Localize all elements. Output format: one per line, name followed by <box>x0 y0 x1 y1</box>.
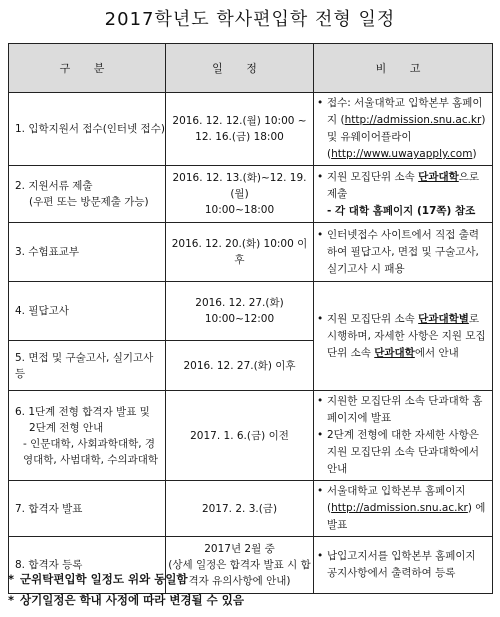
table-header-row <box>9 44 493 93</box>
category-cell: 2. 지원서류 제출 (우편 또는 방문제출 가능) <box>9 166 166 223</box>
remarks-cell: • 납입고지서를 입학본부 홈페이지 공지사항에서 출력하여 등록 <box>314 537 493 594</box>
schedule-cell: 2016. 12. 27.(화) 10:00~12:00 <box>166 282 314 341</box>
schedule-table <box>8 43 493 594</box>
uway-link[interactable]: http://www.uwayapply.com <box>331 148 473 160</box>
schedule-cell: 2016. 12. 12.(월) 10:00 ~ 12. 16.(금) 18:00 <box>166 93 314 166</box>
schedule-cell: 2017년 2월 중 (상세 일정은 합격자 발표 시 합격자 유의사항에 안내) <box>166 537 314 594</box>
admission-link[interactable]: http://admission.snu.ac.kr <box>331 502 468 514</box>
admission-link[interactable]: http://admission.snu.ac.kr <box>344 114 482 126</box>
category-cell: 5. 면접 및 구술고사, 실기고사 등 <box>9 341 166 391</box>
category-cell: 8. 합격자 등록 <box>9 537 166 594</box>
schedule-cell: 2017. 1. 6.(금) 이전 <box>166 391 314 481</box>
remarks-cell: • 인터넷접수 사이트에서 직접 출력하여 필답고사, 면접 및 구술고사, 실기고사 시 패용 <box>314 223 493 282</box>
schedule-cell: 2017. 2. 3.(금) <box>166 481 314 537</box>
schedule-cell: 2016. 12. 20.(화) 10:00 이후 <box>166 223 314 282</box>
header-category: 구 분 <box>9 44 166 93</box>
schedule-cell: 2016. 12. 27.(화) 이후 <box>166 341 314 391</box>
remarks-cell: • 지원한 모집단위 소속 단과대학 홈페이지에 발표 • 2단계 전형에 대한 자세한 사항은 지원 모집단위 소속 단과대학에서 안내 <box>314 391 493 481</box>
category-cell: 3. 수험표교부 <box>9 223 166 282</box>
table-row <box>9 481 493 537</box>
header-schedule: 일 정 <box>166 44 314 93</box>
header-remarks: 비 고 <box>314 44 493 93</box>
schedule-cell: 2016. 12. 13.(화)~12. 19.(월) 10:00~18:00 <box>166 166 314 223</box>
table-row <box>9 282 493 341</box>
table-row <box>9 223 493 282</box>
page-title: 2017학년도 학사편입학 전형 일정 <box>104 9 396 30</box>
table-row <box>9 93 493 166</box>
footnote: * 상기일정은 학내 사정에 따라 변경될 수 있음 <box>8 593 244 607</box>
table-row <box>9 391 493 481</box>
footnote: * 군위탁편입학 일정도 위와 동일함 <box>8 572 188 586</box>
table-row <box>9 166 493 223</box>
category-cell: 7. 합격자 발표 <box>9 481 166 537</box>
category-cell: 4. 필답고사 <box>9 282 166 341</box>
category-cell: 6. 1단계 전형 합격자 발표 및 2단계 전형 안내 - 인문대학, 사회과학대학, 경영대학, 사범대학, 수의과대학 <box>9 391 166 481</box>
category-cell: 1. 입학지원서 접수(인터넷 접수) <box>9 93 166 166</box>
remarks-cell: • 접수: 서울대학교 입학본부 홈페이지 (http://admission.snu.ac.kr) 및 유웨이어플라이 (http://www.uwayapply.com) <box>314 93 493 166</box>
remarks-cell: • 지원 모집단위 소속 단과대학별로 시행하며, 자세한 사항은 지원 모집단위 소속 단과대학에서 안내 <box>314 282 493 391</box>
remarks-cell: • 서울대학교 입학본부 홈페이지(http://admission.snu.ac.kr) 에 발표 <box>314 481 493 537</box>
remarks-cell: • 지원 모집단위 소속 단과대학으로 제출 - 각 대학 홈페이지 (17쪽) 참조 <box>314 166 493 223</box>
